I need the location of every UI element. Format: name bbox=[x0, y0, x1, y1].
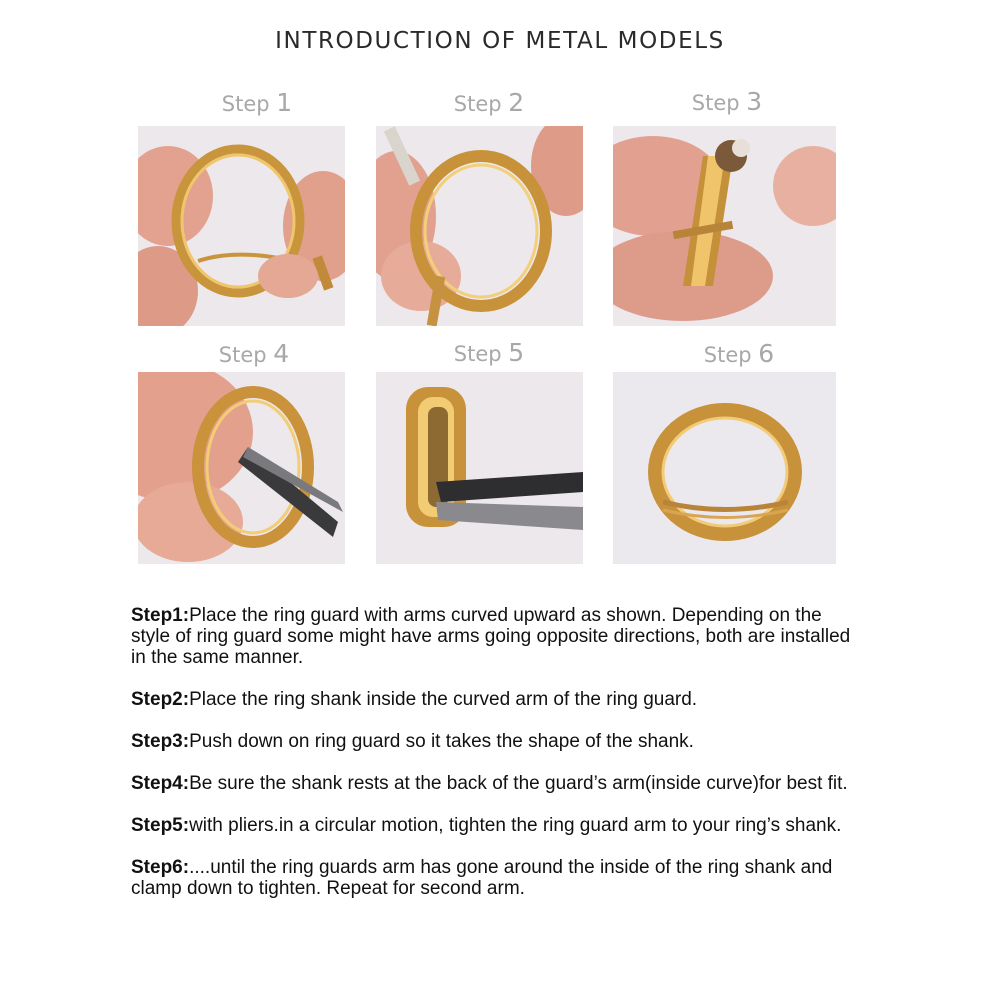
step-word: Step bbox=[703, 343, 752, 367]
instruction-label: Step5: bbox=[131, 815, 190, 836]
instruction-step-4 bbox=[131, 773, 851, 794]
instruction-step-1 bbox=[131, 605, 851, 668]
step-5-label bbox=[374, 338, 604, 367]
step-number: 4 bbox=[273, 339, 290, 368]
instruction-label: Step3: bbox=[131, 731, 190, 752]
instruction-text: with pliers.in a circular motion, tighten the ring guard arm to your ring’s shank. bbox=[189, 815, 842, 836]
instruction-text: Place the ring shank inside the curved arm of the ring guard. bbox=[189, 689, 698, 710]
instruction-label: Step2: bbox=[131, 689, 190, 710]
instruction-label: Step6: bbox=[131, 857, 190, 878]
step-word: Step bbox=[453, 92, 502, 116]
instruction-step-5 bbox=[131, 815, 851, 836]
step-word: Step bbox=[453, 342, 502, 366]
step-1-photo bbox=[138, 126, 345, 326]
step-6-photo bbox=[613, 372, 836, 564]
step-number: 1 bbox=[276, 88, 293, 117]
step-3-photo bbox=[613, 126, 836, 326]
instruction-step-6 bbox=[131, 857, 851, 899]
step-2-label bbox=[374, 88, 604, 117]
step-6-label bbox=[624, 339, 854, 368]
instruction-text: Place the ring guard with arms curved upward as shown. Depending on the style of ring guard some might have arms going opposite directions, both are installed in the same manner. bbox=[131, 605, 851, 668]
step-number: 3 bbox=[746, 87, 763, 116]
instructions-list bbox=[131, 605, 851, 920]
step-word: Step bbox=[218, 343, 267, 367]
page-title: INTRODUCTION OF METAL MODELS bbox=[275, 28, 725, 54]
instruction-text: ....until the ring guards arm has gone around the inside of the ring shank and clamp down to tighten. Repeat for second arm. bbox=[131, 857, 833, 899]
step-word: Step bbox=[691, 91, 740, 115]
step-4-label bbox=[139, 339, 369, 368]
step-1-label bbox=[142, 88, 372, 117]
step-number: 6 bbox=[758, 339, 775, 368]
step-number: 5 bbox=[508, 338, 525, 367]
step-4-photo bbox=[138, 372, 345, 564]
instruction-text: Be sure the shank rests at the back of the guard’s arm(inside curve)for best fit. bbox=[189, 773, 848, 794]
step-number: 2 bbox=[508, 88, 525, 117]
instruction-text: Push down on ring guard so it takes the shape of the shank. bbox=[189, 731, 694, 752]
instruction-label: Step1: bbox=[131, 605, 190, 626]
instruction-step-2 bbox=[131, 689, 851, 710]
step-3-label bbox=[612, 87, 842, 116]
step-2-photo bbox=[376, 126, 583, 326]
step-word: Step bbox=[221, 92, 270, 116]
instruction-label: Step4: bbox=[131, 773, 190, 794]
step-5-photo bbox=[376, 372, 583, 564]
instruction-step-3 bbox=[131, 731, 851, 752]
